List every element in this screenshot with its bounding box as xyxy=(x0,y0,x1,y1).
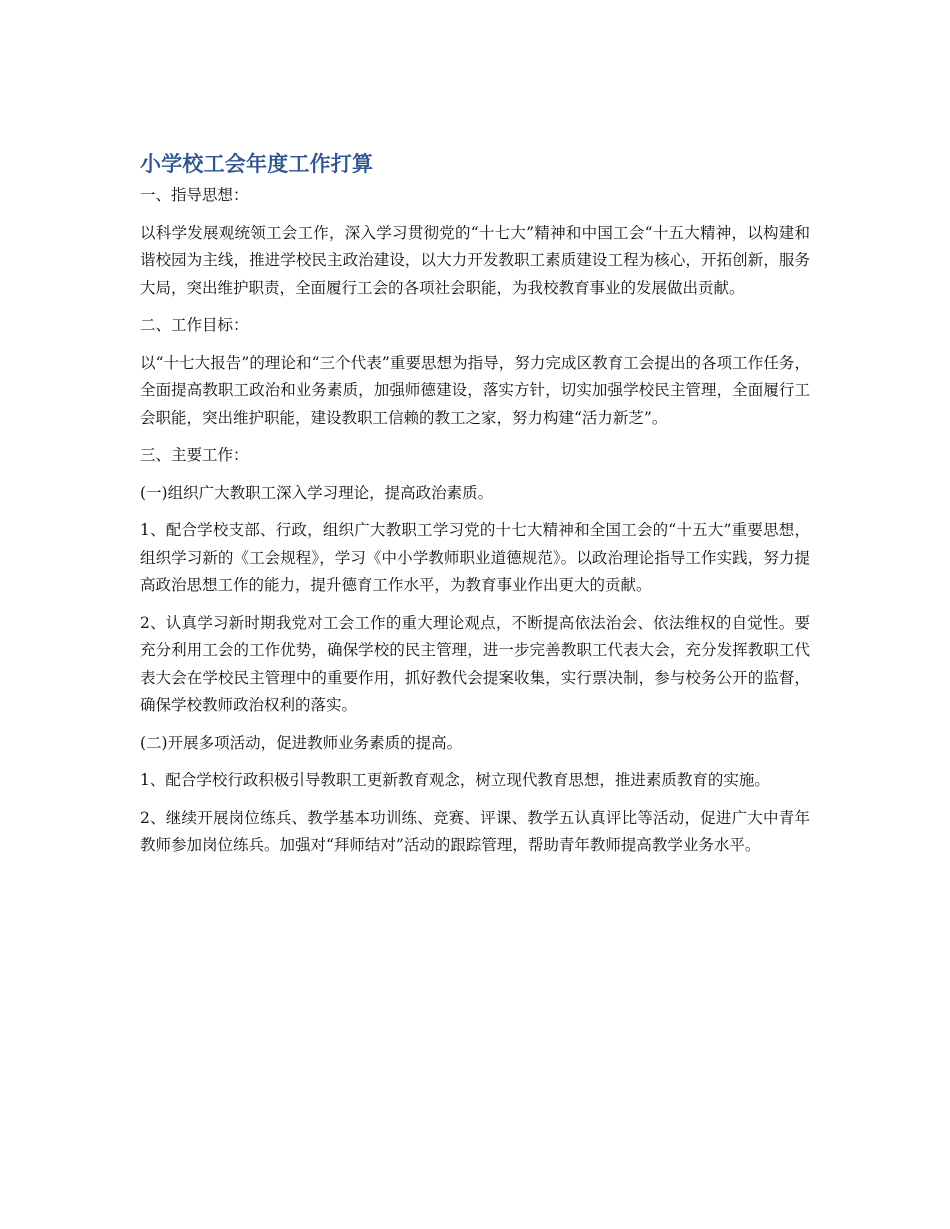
section-heading-work-goals: 二、工作目标： xyxy=(140,316,249,334)
paragraph-2-1: 1、配合学校行政积极引导教职工更新教育观念，树立现代教育思想，推进素质教育的实施。 xyxy=(140,771,770,789)
paragraph-work-goals: 以“十七大报告”的理论和“三个代表”重要思想为指导，努力完成区教育工会提出的各项工作任务，全面提高教职工政治和业务素质，加强师德建设，落实方针，切实加强学校民主管理，全面履行工会职能，突出维护职能，建设教职工信赖的教工之家，努力构建“活力新芝”。 xyxy=(140,353,810,427)
section-heading-guiding-ideology: 一、指导思想： xyxy=(140,186,249,204)
paragraph-2-2: 2、继续开展岗位练兵、教学基本功训练、竞赛、评课、教学五认真评比等活动，促进广大中青年教师参加岗位练兵。加强对“拜师结对”活动的跟踪管理，帮助青年教师提高教学业务水平。 xyxy=(140,808,810,854)
subsection-heading-2: (二)开展多项活动，促进教师业务素质的提高。 xyxy=(140,733,463,752)
paragraph-1-1: 1、配合学校支部、行政，组织广大教职工学习党的十七大精神和全国工会的“十五大”重要思想，组织学习新的《工会规程》，学习《中小学教师职业道德规范》。以政治理论指导工作实践，努力提高政治思想工作的能力，提升德育工作水平，为教育事业作出更大的贡献。 xyxy=(140,521,810,594)
subsection-heading-1: (一)组织广大教职工深入学习理论，提高政治素质。 xyxy=(140,483,494,502)
paragraph-1-2: 2、认真学习新时期我党对工会工作的重大理论观点，不断提高依法治会、依法维权的自觉性。要充分利用工会的工作优势，确保学校的民主管理，进一步完善教职工代表大会，充分发挥教职工代表大会在学校民主管理中的重要作用，抓好教代会提案收集，实行票决制，参与校务公开的监督，确保学校教师政治权利的落实。 xyxy=(140,613,810,714)
paragraph-guiding-ideology: 以科学发展观统领工会工作，深入学习贯彻党的“十七大”精神和中国工会“十五大精神，以构建和谐校园为主线，推进学校民主政治建设，以大力开发教职工素质建设工程为核心，开拓创新，服务大局，突出维护职责，全面履行工会的各项社会职能，为我校教育事业的发展做出贡献。 xyxy=(140,223,810,297)
document-title: 小学校工会年度工作打算 xyxy=(140,152,374,176)
section-heading-main-work: 三、主要工作： xyxy=(140,446,249,464)
document-body xyxy=(140,148,810,860)
